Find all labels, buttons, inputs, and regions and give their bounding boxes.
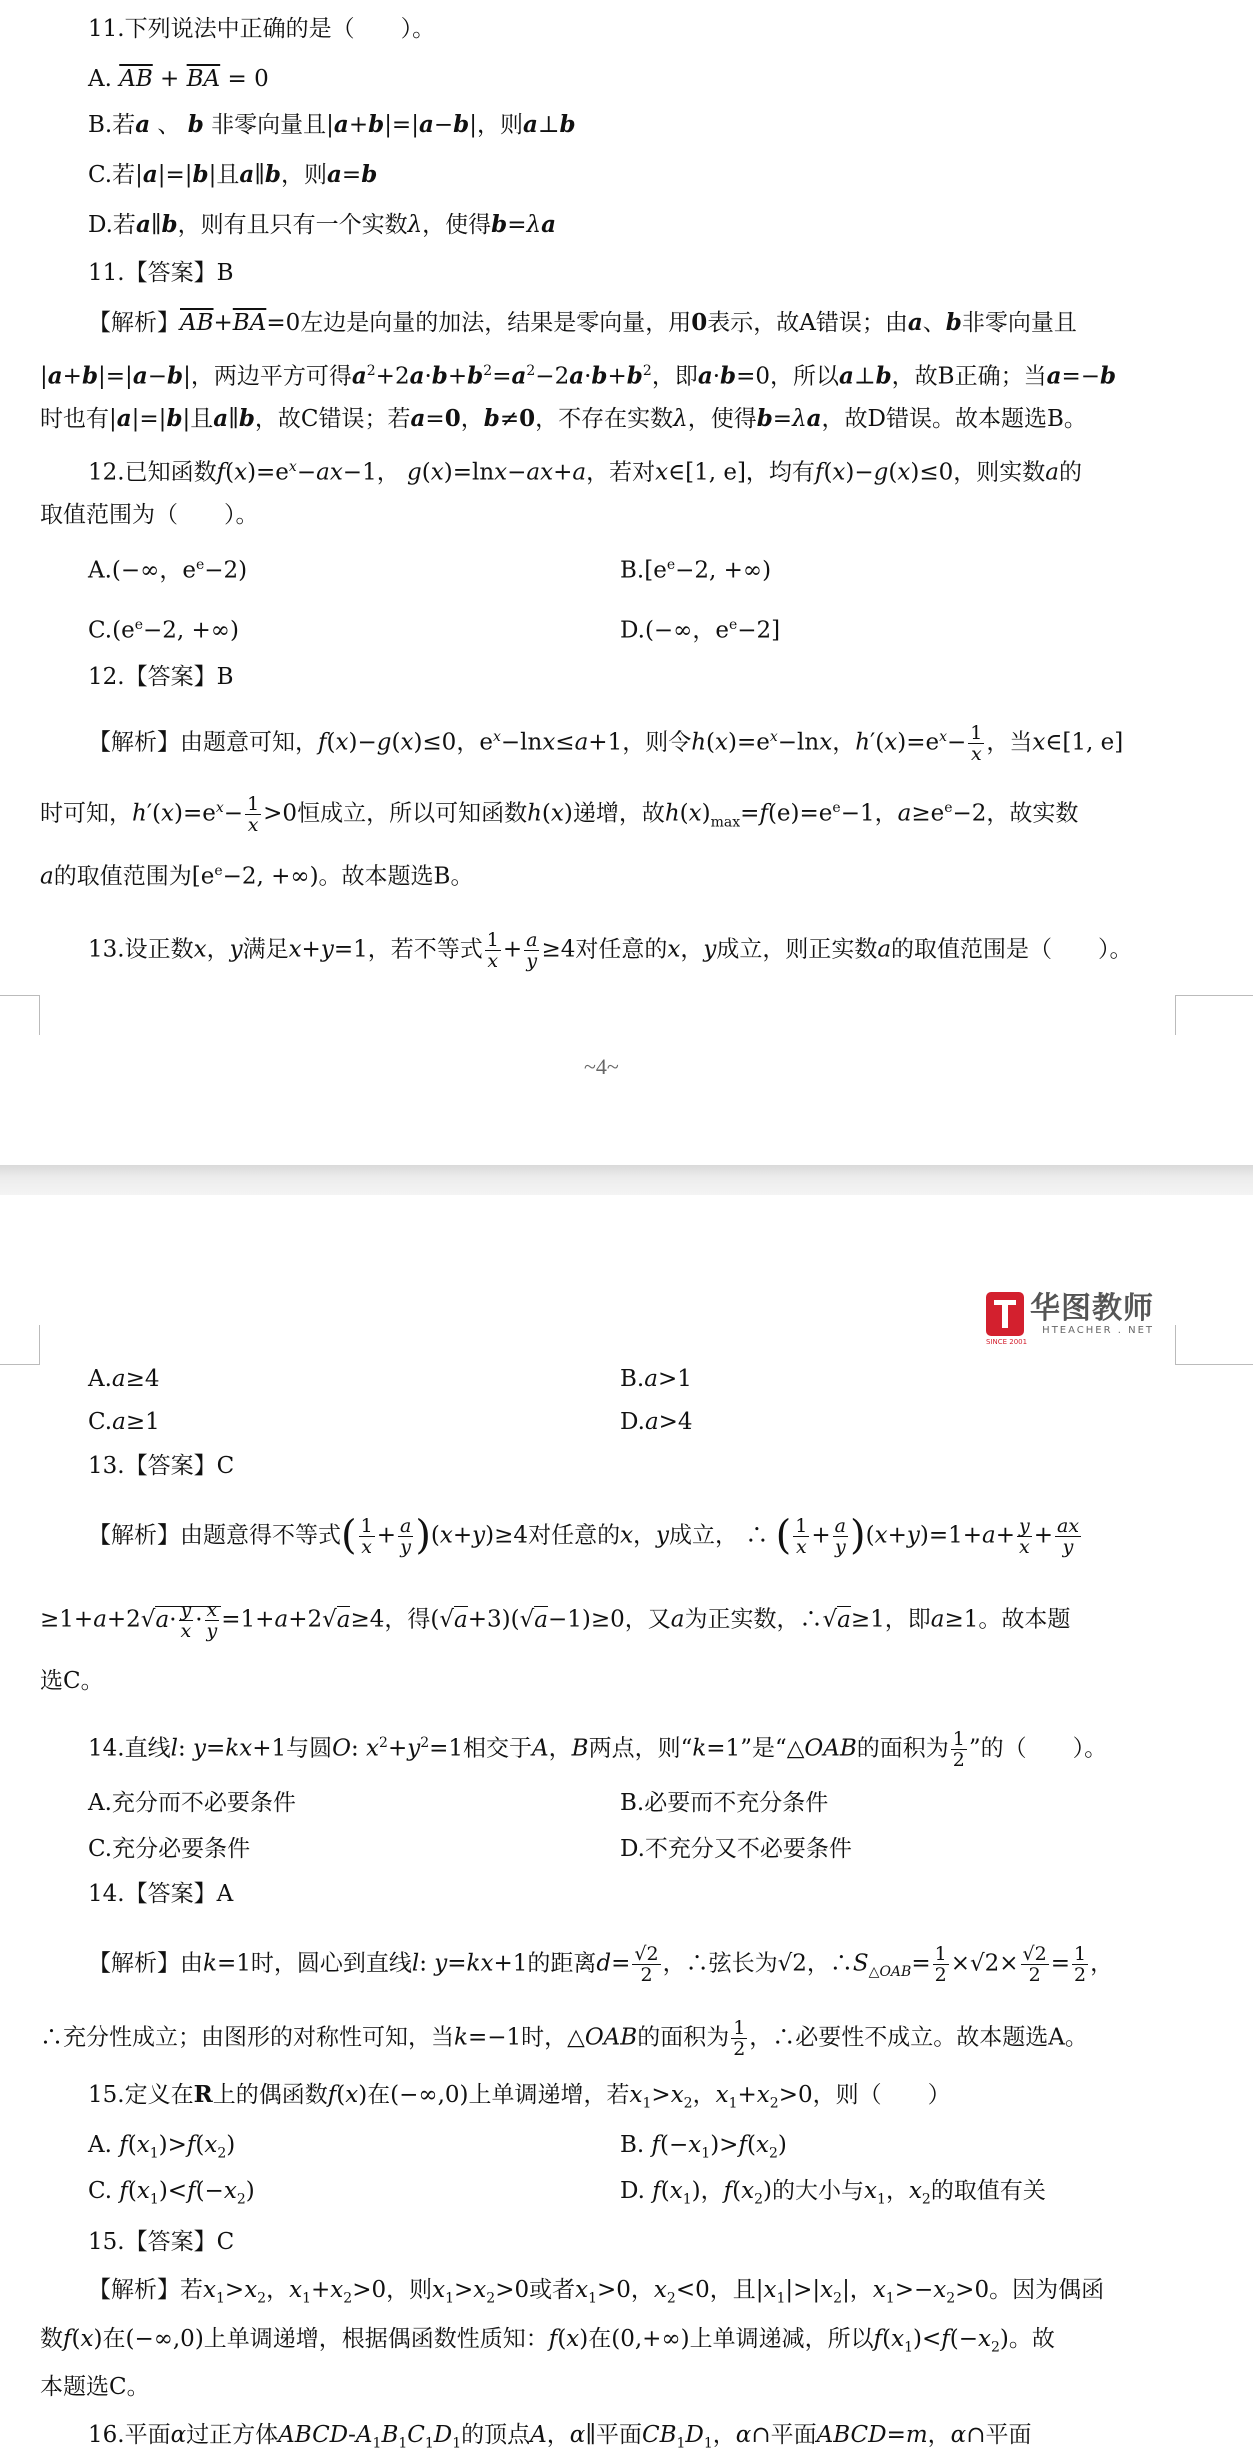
q13-analysis-line3: 选C。 xyxy=(40,1668,104,1694)
page-separator xyxy=(0,1165,1253,1195)
logo-since: SINCE 2001 xyxy=(986,1338,1028,1346)
q12-analysis-line3: a的取值范围为[$e^e-2$, +∞)。故本题选B。 xyxy=(40,863,474,890)
q15-analysis-line3: 本题选C。 xyxy=(40,2374,150,2400)
q12-stem-line1: 12.已知函数$f(x)=e^x-ax-1$， g(x)=lnx−ax+a，若对x∈[1, e]，均有f(x)−g(x)≤0，则实数a的 xyxy=(88,459,1082,486)
q14-analysis-line1: 【解析】由k=1时，圆心到直线l: y=kx+1的距离d= $\frac{√2}{2}$ ，∴弦长为√2，$\therefore S_{\triangle OAB}=$ $\frac{1}{2}$ ×√2× $\frac{√2}{2}$ = $\frac{1}{2}$ ， xyxy=(88,1943,1114,1986)
q14-stem: 14.直线l: y=kx+1与圆O: $x^2+y^2=1$相交于A，B两点，则“k=1”是“△OAB的面积为 $\frac{1}{2}$ ”的（ ）。 xyxy=(88,1728,1108,1772)
crop-mark-left-bottom xyxy=(0,1325,40,1365)
q16-stem: 16.平面α过正方体ABCD-$A_1B_1C_1D_1$的顶点A，α∥平面$CB_1D_1$，α∩平面ABCD=m，α∩平面 xyxy=(88,2422,1032,2452)
q13-option-b: B.a>1 xyxy=(620,1366,692,1392)
q13-stem: 13.设正数x，y满足x+y=1，若不等式 $\frac{1}{x}$ + $\frac{a}{y}$ ≥4对任意的x，y成立，则正实数a的取值范围是（ ）。 xyxy=(88,929,1133,972)
q12-analysis-line1: 【解析】由题意可知，f(x)−g(x)≤0，$e^x-\ln x\le a+1$，则令$h(x)=e^x-\ln x$，$h'(x)=e^x-$ $\frac{1}{x}$ ，当x∈[1, e] xyxy=(88,722,1124,766)
q14-answer: 14.【答案】A xyxy=(88,1881,234,1907)
q12-option-d: D.(−∞，$e^e-2$] xyxy=(620,617,781,644)
q14-analysis-line2: ∴充分性成立；由图形的对称性可知，当k=−1时，△OAB的面积为 $\frac{1}{2}$ ，∴必要性不成立。故本题选A。 xyxy=(40,2017,1088,2060)
q11-analysis-line2: |a+b|=|a−b|，两边平方可得$a^2+2a\cdot b+b^2=a^2-2a\cdot b+b^2$，即a·b=0，所以a⊥b，故B正确；当a=−b xyxy=(40,362,1117,390)
q15-analysis-line1: 【解析】若$x_1>x_2$，$x_1+x_2>0$，则$x_1>x_2>0$或者$x_1>0$，$x_2<0$，且$|x_1|>|x_2|$，$x_1>-x_2>0$。因为偶函 xyxy=(88,2277,1105,2307)
q13-analysis-line2: ≥1+a+2√a· $\frac{y}{x}$ · $\frac{x}{y}$ =1+a+2√a≥4，得(√a+3)(√a−1)≥0，又a为正实数，∴√a≥1，即a≥1。故本题 xyxy=(40,1599,1071,1642)
q14-option-d: D.不充分又不必要条件 xyxy=(620,1836,852,1862)
q11-option-b: B.若a 、 b 非零向量且|a+b|=|a−b|，则a⊥b xyxy=(88,111,576,138)
logo-text-en: HTEACHER . NET xyxy=(1042,1324,1154,1336)
q11-stem: 11.下列说法中正确的是（ ）。 xyxy=(88,16,436,42)
brand-logo xyxy=(986,1290,1154,1346)
q15-option-a: A. $f(x_1)>f(x_2)$ xyxy=(88,2132,236,2162)
q14-option-c: C.充分必要条件 xyxy=(88,1836,251,1862)
page-number: ~4~ xyxy=(584,1054,619,1079)
q12-option-a: A.(−∞，$e^e-2$) xyxy=(88,557,248,584)
q11-option-d: D.若a∥b，则有且只有一个实数λ，使得b=λa xyxy=(88,211,556,238)
q14-option-b: B.必要而不充分条件 xyxy=(620,1790,829,1816)
q14-option-a: A.充分而不必要条件 xyxy=(88,1790,296,1816)
logo-icon xyxy=(986,1292,1024,1336)
q12-stem-line2: 取值范围为（ ）。 xyxy=(40,502,259,528)
q12-option-b: $B.[e^e-2$, +∞) xyxy=(620,557,772,584)
crop-mark-right xyxy=(1175,995,1253,1035)
q15-stem: 15.定义在R上的偶函数f(x)在(−∞,0)上单调递增，若$x_1>x_2$，$x_1+x_2>0$，则（ ） xyxy=(88,2081,951,2112)
q13-option-c: C.a≥1 xyxy=(88,1409,160,1435)
q11-analysis-line3: 时也有|a|=|b|且a∥b，故C错误；若a=0，b≠0，不存在实数λ，使得b=λa，故D错误。故本题选B。 xyxy=(40,405,1087,432)
q12-analysis-line2: 时可知，$h'(x)=e^x-$ $\frac{1}{x}$ >0恒成立，所以可知函数h(x)递增，故$h(x)_{max}=f(e)=e^e-1$，$a\ge e^e-2$，故实数 xyxy=(40,793,1079,837)
q13-analysis-line1: 【解析】由题意得不等式( $\frac{1}{x}$ + $\frac{a}{y}$ )(x+y)≥4对任意的x，y成立， ∴ ( $\frac{1}{x}$ + $\frac{a}{y}$ )(x+y)=1+a+ $\frac{y}{x}$ + $\frac{ax}{y}$ xyxy=(88,1512,1080,1559)
q11-option-c: C.若|a|=|b|且a∥b，则a=b xyxy=(88,161,378,188)
crop-mark-right-bottom xyxy=(1175,1325,1253,1365)
q12-answer: 12.【答案】B xyxy=(88,664,234,690)
q13-option-a: A.a≥4 xyxy=(88,1366,160,1392)
crop-mark-left xyxy=(0,995,40,1035)
q15-option-c: C. $f(x_1)<f(-x_2)$ xyxy=(88,2178,255,2208)
q15-analysis-line2: 数f(x)在(−∞,0)上单调递增，根据偶函数性质知：f(x)在(0,+∞)上单调递减，所以$f(x_1)<f(-x_2)$。故 xyxy=(40,2326,1055,2356)
q15-option-b: B. $f(-x_1)>f(x_2)$ xyxy=(620,2132,787,2162)
q12-option-c: $C.(e^e-2$, +∞) xyxy=(88,617,239,644)
q13-answer: 13.【答案】C xyxy=(88,1453,235,1479)
logo-text-cn: 华图教师 xyxy=(1030,1290,1154,1326)
q11-answer: 11.【答案】B xyxy=(88,260,234,286)
q11-option-a: A. $\overline{AB} + \overline{BA} = 0$ xyxy=(88,66,269,92)
q15-answer: 15.【答案】C xyxy=(88,2229,235,2255)
document-page-4 xyxy=(0,0,1253,1165)
q15-option-d: D. $f(x_1)$，$f(x_2)$的大小与$x_1$，$x_2$的取值有关 xyxy=(620,2178,1046,2208)
q11-analysis-line1: 【解析】$\overline{AB}+\overline{BA}=0$左边是向量的加法，结果是零向量，用0表示，故A错误；由a、b非零向量且 xyxy=(88,309,1077,336)
q13-option-d: D.a>4 xyxy=(620,1409,693,1435)
